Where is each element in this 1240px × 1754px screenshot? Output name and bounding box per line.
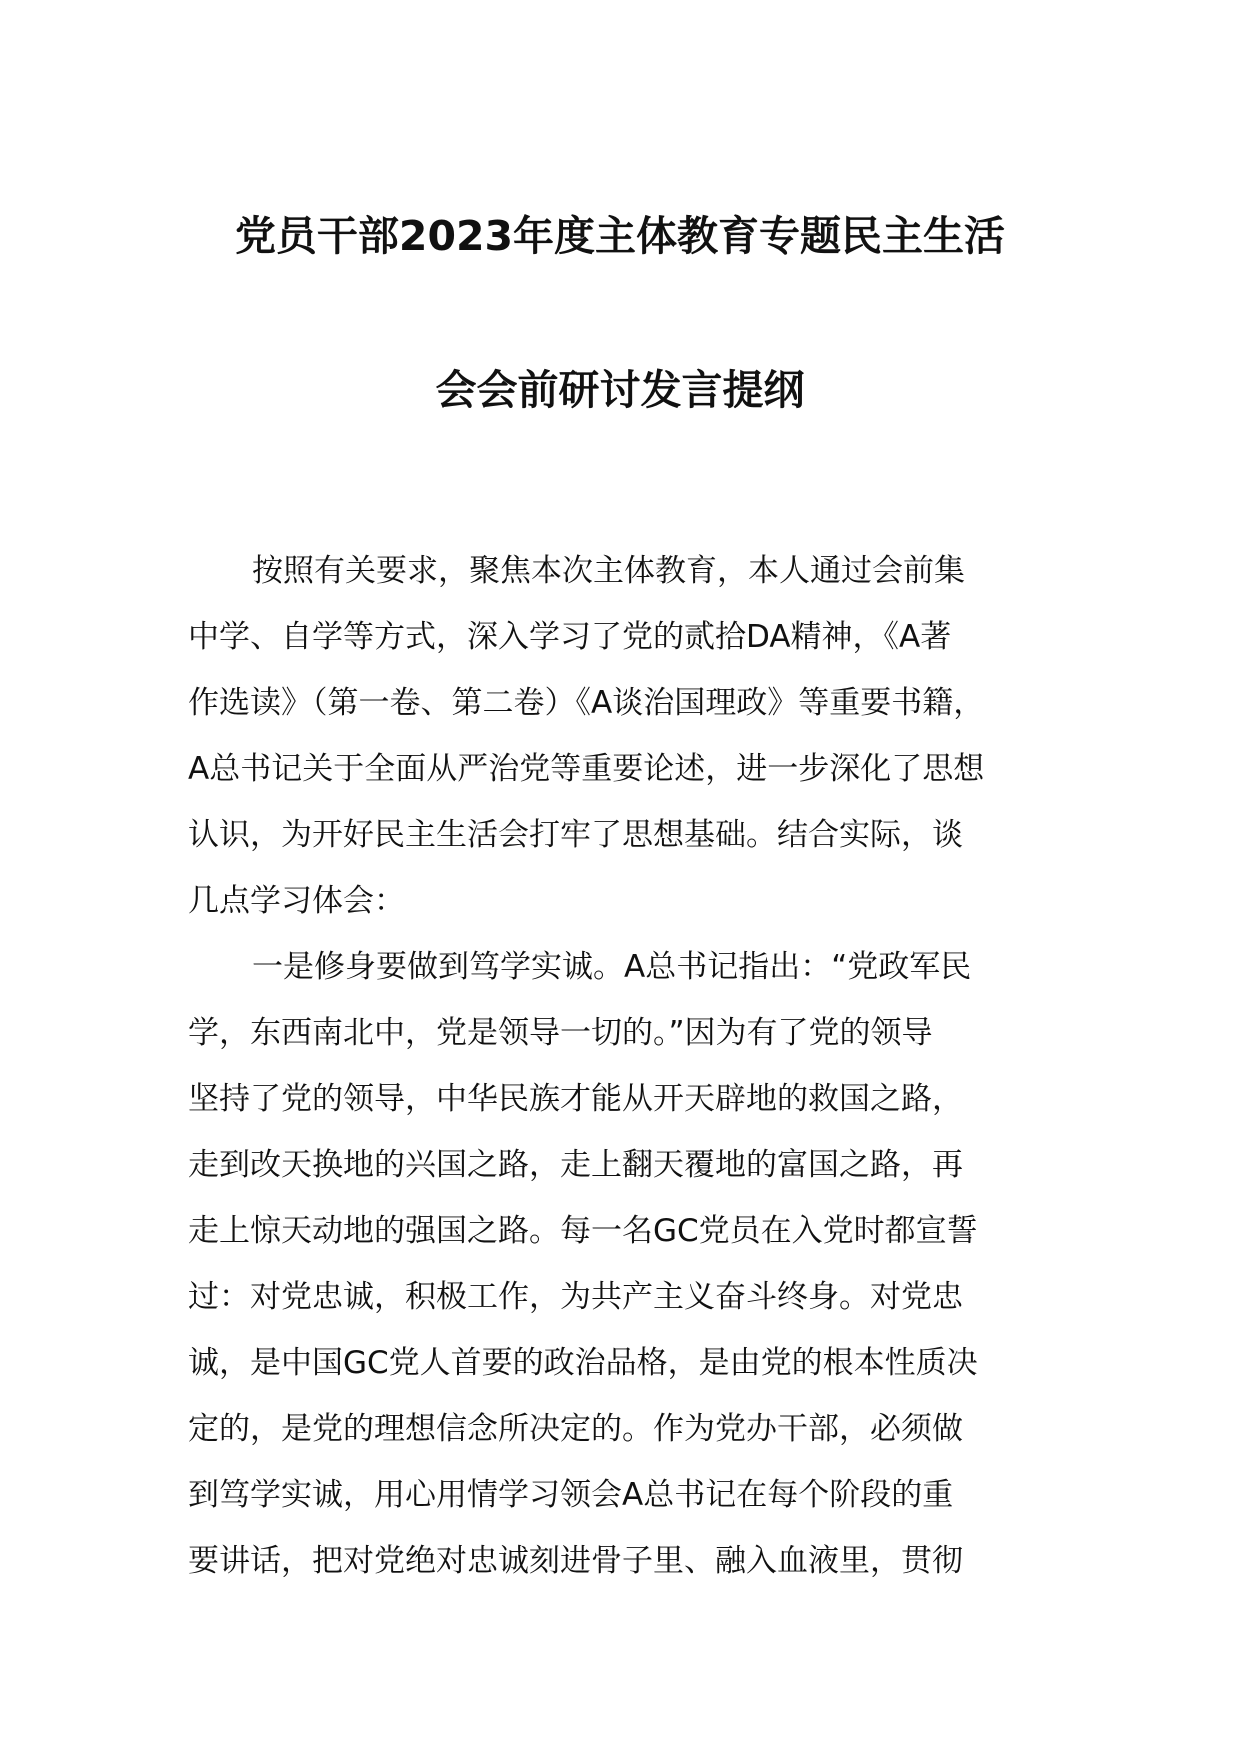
paragraph-2-line-5: 走上惊天动地的强国之路。每一名GC党员在入党时都宣誓 — [188, 1213, 978, 1249]
paragraph-2-line-4: 走到改天换地的兴国之路，走上翻天覆地的富国之路，再 — [188, 1147, 963, 1183]
paragraph-1-line-3: 作选读》（第一卷、第二卷）《A谈治国理政》等重要书籍， — [188, 685, 985, 721]
paragraph-1-line-6: 几点学习体会： — [188, 883, 405, 919]
paragraph-2-line-6: 过：对党忠诚，积极工作，为共产主义奋斗终身。对党忠 — [188, 1279, 963, 1315]
paragraph-1-line-5: 认识，为开好民主生活会打牢了思想基础。结合实际，谈 — [188, 817, 963, 853]
paragraph-2-line-1: 一是修身要做到笃学实诚。A总书记指出：“党政军民 — [252, 949, 972, 985]
document-body — [188, 0, 1088, 1754]
paragraph-2-line-10: 要讲话，把对党绝对忠诚刻进骨子里、融入血液里，贯彻 — [188, 1543, 963, 1579]
paragraph-2-line-8: 定的，是党的理想信念所决定的。作为党办干部，必须做 — [188, 1411, 963, 1447]
paragraph-2-line-7: 诚，是中国GC党人首要的政治品格，是由党的根本性质决 — [188, 1345, 978, 1381]
paragraph-2-line-3: 坚持了党的领导，中华民族才能从开天辟地的救国之路， — [188, 1081, 963, 1117]
paragraph-1-line-4: A总书记关于全面从严治党等重要论述，进一步深化了思想 — [188, 751, 985, 787]
document-title-line-2: 会会前研讨发言提纲 — [435, 366, 805, 414]
paragraph-2-line-9: 到笃学实诚，用心用情学习领会A总书记在每个阶段的重 — [188, 1477, 954, 1513]
paragraph-1-line-1: 按照有关要求，聚焦本次主体教育，本人通过会前集 — [252, 553, 965, 589]
paragraph-1-line-2: 中学、自学等方式，深入学习了党的贰拾DA精神，《A著 — [188, 619, 952, 655]
paragraph-2-line-2: 学，东西南北中，党是领导一切的。”因为有了党的领导 — [188, 1015, 933, 1051]
document-title-line-1: 党员干部2023年度主体教育专题民主生活 — [234, 212, 1006, 260]
